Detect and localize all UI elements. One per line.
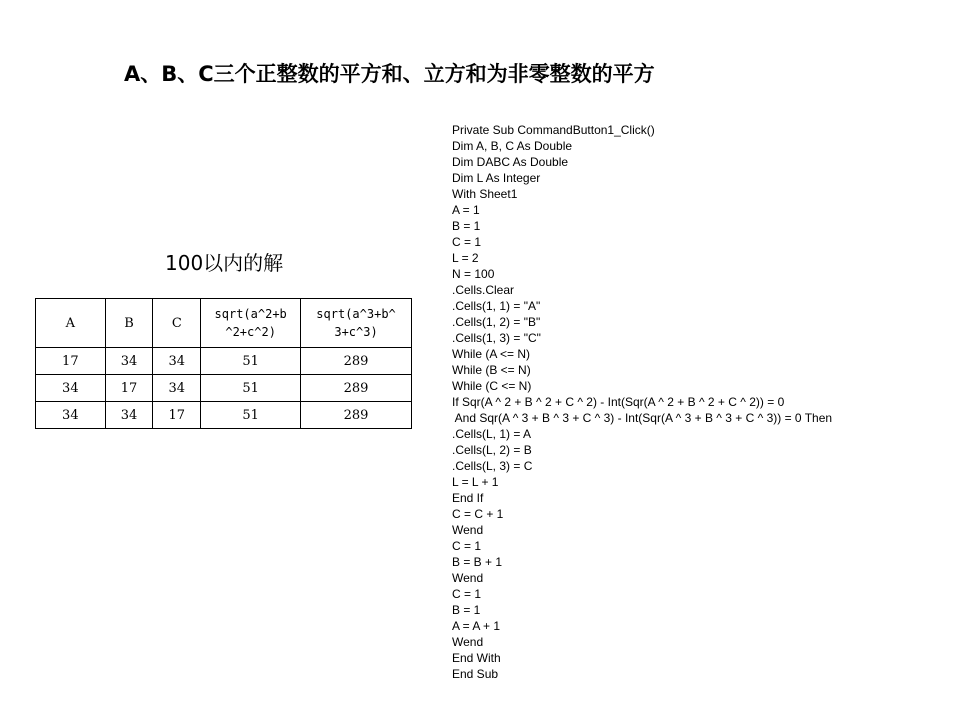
results-table	[35, 298, 412, 429]
code-line: Dim A, B, C As Double	[452, 139, 573, 153]
cell-b: 34	[106, 348, 154, 375]
code-line: .Cells(1, 2) = "B"	[452, 315, 541, 329]
code-line: C = C + 1	[452, 507, 504, 521]
code-line: .Cells(1, 1) = "A"	[452, 299, 541, 313]
header-sqrt-squares	[201, 299, 301, 348]
code-line: While (C <= N)	[452, 379, 532, 393]
code-line: End If	[452, 491, 484, 505]
header-c: C	[153, 299, 201, 348]
cell-sqrt-cubes: 289	[301, 402, 412, 429]
cell-b: 17	[106, 375, 154, 402]
cell-b: 34	[106, 402, 154, 429]
cell-c: 34	[153, 375, 201, 402]
code-line: Dim L As Integer	[452, 171, 541, 185]
code-line: While (A <= N)	[452, 347, 531, 361]
code-line: With Sheet1	[452, 187, 518, 201]
code-line: A = A + 1	[452, 619, 501, 633]
code-line: End Sub	[452, 667, 499, 681]
code-line: Private Sub CommandButton1_Click()	[452, 123, 655, 137]
header-sqrt-squares-line1: sqrt(a^2+b	[214, 307, 287, 321]
header-sqrt-squares-line2: ^2+c^2)	[225, 325, 276, 339]
header-sqrt-cubes-line1: sqrt(a^3+b^	[316, 307, 396, 321]
code-line: C = 1	[452, 235, 482, 249]
cell-c: 34	[153, 348, 201, 375]
cell-a: 17	[36, 348, 106, 375]
code-line: N = 100	[452, 267, 495, 281]
header-a: A	[36, 299, 106, 348]
cell-c: 17	[153, 402, 201, 429]
code-line: B = 1	[452, 219, 481, 233]
code-line: B = 1	[452, 603, 481, 617]
page-title: A、B、C三个正整数的平方和、立方和为非零整数的平方	[124, 62, 655, 86]
code-line: .Cells(L, 3) = C	[452, 459, 533, 473]
cell-sqrt-cubes: 289	[301, 348, 412, 375]
header-sqrt-cubes	[301, 299, 412, 348]
code-line: While (B <= N)	[452, 363, 531, 377]
code-line: And Sqr(A ^ 3 + B ^ 3 + C ^ 3) - Int(Sqr(A ^ 3 + B ^ 3 + C ^ 3)) = 0 Then	[452, 411, 833, 425]
vba-code-listing	[452, 122, 832, 682]
code-line: If Sqr(A ^ 2 + B ^ 2 + C ^ 2) - Int(Sqr(A ^ 2 + B ^ 2 + C ^ 2)) = 0	[452, 395, 785, 409]
cell-sqrt-cubes: 289	[301, 375, 412, 402]
table-row	[36, 375, 412, 402]
code-line: L = L + 1	[452, 475, 499, 489]
cell-sqrt-squares: 51	[201, 348, 301, 375]
code-line: Wend	[452, 571, 484, 585]
header-sqrt-cubes-line2: 3+c^3)	[334, 325, 378, 339]
code-line: Wend	[452, 523, 484, 537]
code-line: Dim DABC As Double	[452, 155, 569, 169]
table-caption: 100以内的解	[165, 251, 284, 275]
code-line: .Cells.Clear	[452, 283, 515, 297]
table-row	[36, 348, 412, 375]
cell-a: 34	[36, 402, 106, 429]
code-line: .Cells(L, 2) = B	[452, 443, 532, 457]
code-line: A = 1	[452, 203, 480, 217]
table-header-row	[36, 299, 412, 348]
code-line: C = 1	[452, 539, 482, 553]
code-line: .Cells(1, 3) = "C"	[452, 331, 541, 345]
code-line: .Cells(L, 1) = A	[452, 427, 532, 441]
code-line: B = B + 1	[452, 555, 503, 569]
code-line: End With	[452, 651, 501, 665]
header-b: B	[106, 299, 154, 348]
code-line: L = 2	[452, 251, 479, 265]
code-line: Wend	[452, 635, 484, 649]
table-row	[36, 402, 412, 429]
cell-sqrt-squares: 51	[201, 402, 301, 429]
code-line: C = 1	[452, 587, 482, 601]
cell-sqrt-squares: 51	[201, 375, 301, 402]
cell-a: 34	[36, 375, 106, 402]
